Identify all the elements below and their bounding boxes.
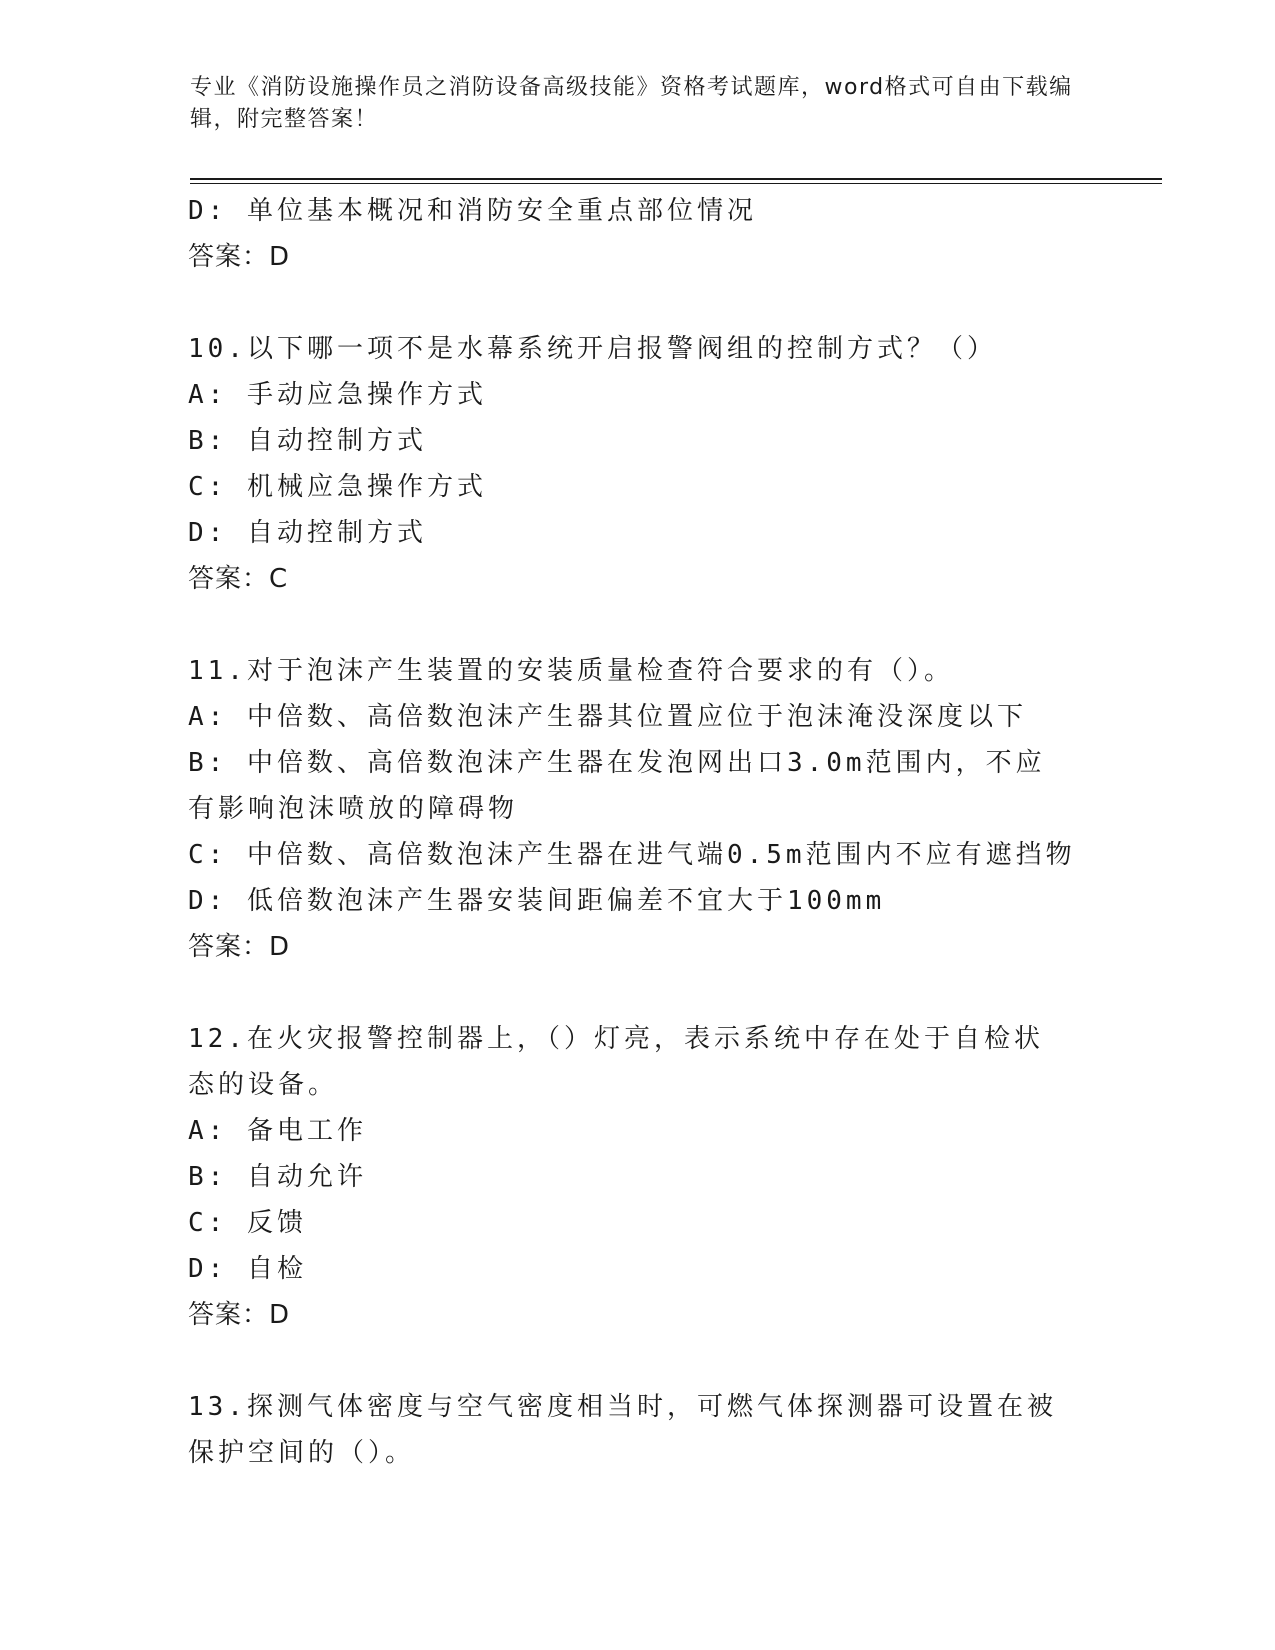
q12-option-c: C: 反馈 [188, 1208, 307, 1238]
q11-answer: 答案：D [188, 932, 291, 962]
q12-option-b: B: 自动允许 [188, 1162, 367, 1192]
q11-option-c: C: 中倍数、高倍数泡沫产生器在进气端0.5m范围内不应有遮挡物 [188, 840, 1076, 870]
q10-option-c: C: 机械应急操作方式 [188, 472, 487, 502]
q12-option-d: D: 自检 [188, 1254, 307, 1284]
header-divider-thick [190, 178, 1162, 180]
q12-option-a: A: 备电工作 [188, 1116, 367, 1146]
q9-option-d: D: 单位基本概况和消防安全重点部位情况 [188, 196, 757, 226]
header-divider-thin [190, 183, 1162, 184]
q12-question: 12.在火灾报警控制器上，（）灯亮，表示系统中存在处于自检状态的设备。 [188, 1024, 1044, 1100]
q10-option-a: A: 手动应急操作方式 [188, 380, 487, 410]
q10-option-b: B: 自动控制方式 [188, 426, 427, 456]
q11-option-d: D: 低倍数泡沫产生器安装间距偏差不宜大于100mm [188, 886, 886, 916]
q10-answer: 答案：C [188, 564, 289, 594]
q10-option-d: D: 自动控制方式 [188, 518, 427, 548]
q13-question: 13.探测气体密度与空气密度相当时，可燃气体探测器可设置在被保护空间的（）。 [188, 1392, 1057, 1468]
q10-question: 10.以下哪一项不是水幕系统开启报警阀组的控制方式？（） [188, 334, 997, 364]
q9-answer: 答案：D [188, 242, 291, 272]
q11-option-b: B: 中倍数、高倍数泡沫产生器在发泡网出口3.0m范围内，不应有影响泡沫喷放的障碍物 [188, 748, 1046, 824]
document-header: 专业《消防设施操作员之消防设备高级技能》资格考试题库，word格式可自由下载编辑，附完整答案！ [190, 75, 1073, 132]
q11-option-a: A: 中倍数、高倍数泡沫产生器其位置应位于泡沫淹没深度以下 [188, 702, 1027, 732]
q11-question: 11.对于泡沫产生装置的安装质量检查符合要求的有（）。 [188, 656, 954, 686]
q12-answer: 答案：D [188, 1300, 291, 1330]
question-list [188, 188, 1088, 1476]
